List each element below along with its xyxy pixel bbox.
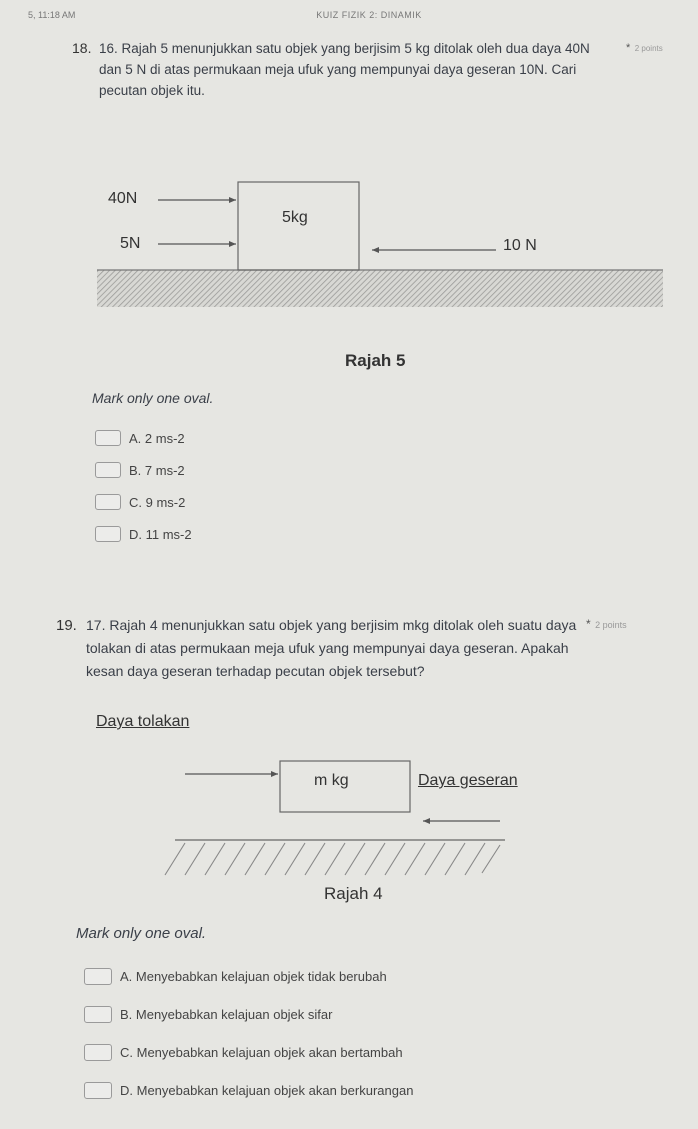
option-b[interactable] — [84, 1006, 332, 1023]
table-hatch — [165, 843, 500, 875]
friction-label: 10 N — [503, 237, 537, 254]
timestamp: 5, 11:18 AM — [28, 10, 76, 20]
option-label: A. Menyebabkan kelajuan objek tidak berubah — [120, 969, 387, 984]
radio-oval[interactable] — [95, 526, 121, 542]
friction-force-label: Daya geseran — [418, 772, 518, 789]
radio-oval[interactable] — [95, 430, 121, 446]
points-label: 2 points — [634, 44, 663, 53]
figure-caption: Rajah 5 — [345, 351, 406, 370]
mass-label: 5kg — [282, 209, 308, 226]
required-points — [586, 615, 627, 633]
question-number: 19. — [56, 617, 77, 634]
option-label: C. Menyebabkan kelajuan objek akan bertambah — [120, 1045, 403, 1060]
option-c[interactable] — [95, 494, 185, 510]
form-title: KUIZ FIZIK 2: DINAMIK — [316, 10, 422, 20]
question-text: 16. Rajah 5 menunjukkan satu objek yang berjisim 5 kg ditolak oleh dua daya 40N dan 5 N di atas permukaan meja ufuk yang mempunyai daya geseran 10N. Cari pecutan objek itu. — [99, 41, 590, 98]
radio-oval[interactable] — [84, 968, 112, 985]
points-label: 2 points — [595, 620, 627, 630]
push-force-label: Daya tolakan — [96, 713, 190, 730]
radio-oval[interactable] — [84, 1006, 112, 1023]
question-text: 17. Rajah 4 menunjukkan satu objek yang berjisim mkg ditolak oleh suatu daya tolakan di atas permukaan meja ufuk yang mempunyai daya geseran. Apakah kesan daya geseran terhadap pecutan objek tersebut? — [86, 617, 577, 679]
question-number: 18. — [72, 40, 92, 56]
option-d[interactable] — [84, 1082, 413, 1099]
option-label: B. Menyebabkan kelajuan objek sifar — [120, 1007, 333, 1022]
required-asterisk: * — [626, 42, 631, 54]
figure-rajah-5 — [0, 170, 698, 315]
figure-caption: Rajah 4 — [324, 884, 383, 903]
radio-oval[interactable] — [84, 1044, 112, 1061]
figure-rajah-4 — [0, 755, 698, 880]
option-label: C. 9 ms-2 — [129, 494, 186, 510]
option-a[interactable] — [95, 430, 185, 446]
option-b[interactable] — [95, 462, 185, 478]
force-40n-label: 40N — [108, 190, 138, 207]
radio-oval[interactable] — [84, 1082, 112, 1099]
required-asterisk: * — [586, 617, 591, 631]
table-surface-hatch — [97, 270, 663, 307]
option-label: D. Menyebabkan kelajuan objek akan berkurangan — [120, 1083, 414, 1098]
force-5n-label: 5N — [120, 235, 141, 252]
option-a[interactable] — [84, 968, 387, 985]
option-label: B. 7 ms-2 — [129, 462, 185, 478]
option-d[interactable] — [95, 526, 192, 542]
instruction: Mark only one oval. — [92, 390, 214, 406]
radio-oval[interactable] — [95, 462, 121, 478]
option-c[interactable] — [84, 1044, 403, 1061]
required-points — [626, 38, 663, 56]
option-label: A. 2 ms-2 — [129, 430, 185, 446]
radio-oval[interactable] — [95, 494, 121, 510]
mass-label: m kg — [314, 772, 349, 789]
option-label: D. 11 ms-2 — [129, 526, 192, 542]
instruction: Mark only one oval. — [76, 925, 207, 942]
